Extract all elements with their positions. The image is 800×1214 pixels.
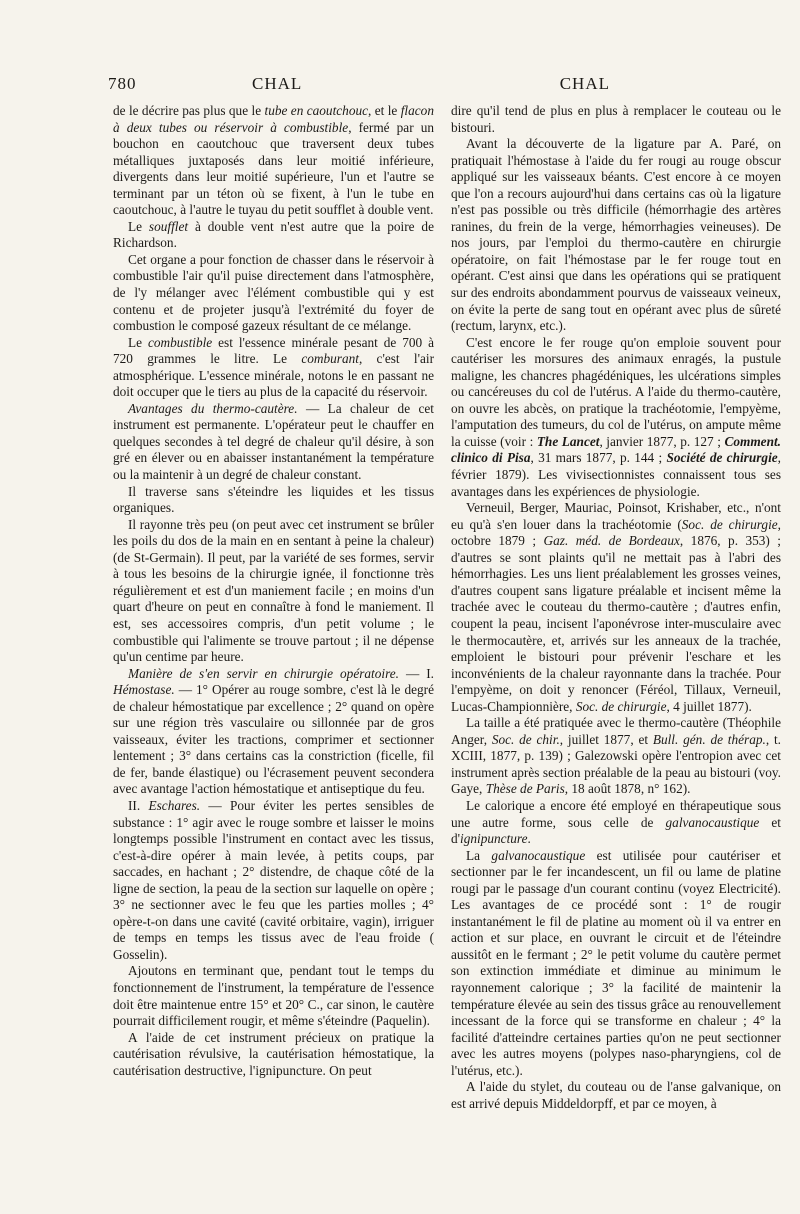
- paragraph: La galvanocaustique est utilisée pour cautériser et sectionner par le fer incandescent, un fil ou lame de platine rougi par le passage d'un courant continu (voyez Electricité). Les avantages de ce procédé sont : 1° de rougir instantanément le fil de platine au moment où il va entrer en action et sur place, en ouvrant le circuit et de l'éteindre aussitôt en le fermant ; 2° le petit volume du cautère permet son extinction immédiate et diminue au minimum le rayonnement calorique ; 3° la facilité de maintenir la température élevée au sein des tissus grâce au renouvellement incessant de la force qui se transforme en chaleur ; 4° la facilité d'atteindre certaines parties qu'on ne peut sectionner avec les autres moyens (polypes naso-pharyngiens, col de l'utérus, etc.).: [451, 847, 781, 1078]
- paragraph: Manière de s'en servir en chirurgie opératoire. — I. Hémostase. — 1° Opérer au rouge sombre, c'est là le degré de chaleur hémostatique par excellence ; 2° quand on opère sur une région très vasculaire ou sillonnée par de gros vaisseaux, éviter les tractions, comprimer et sectionner lentement ; 3° dans certains cas la constriction (ficelle, fil de fer, bande élastique) ou l'écrasement peuvent secondera avec avantage l'action hémostatique et antiseptique du feu.: [113, 665, 434, 797]
- right-column: [451, 103, 781, 1183]
- paragraph: de le décrire pas plus que le tube en caoutchouc, et le flacon à deux tubes ou réservoir à combustible, fermé par un bouchon en caoutchouc que traversent deux tubes métalliques juxtaposés dans leur moitié inférieure, divergents dans leur moitié supérieure, l'un et l'autre se terminant par un téton où se fixent, à l'un le tube en caoutchouc, à l'autre le tuyau du petit soufflet à double vent.: [113, 103, 434, 218]
- paragraph: A l'aide de cet instrument précieux on pratique la cautérisation révulsive, la cautérisation hémostatique, la cautérisation destructive, l'ignipuncture. On peut: [113, 1029, 434, 1078]
- paragraph: Le soufflet à double vent n'est autre que la poire de Richardson.: [113, 218, 434, 251]
- paragraph: Avantages du thermo-cautère. — La chaleur de cet instrument est permanente. L'opérateur peut le chauffer en quelques secondes à tel degré de chaleur qu'il désire, à son gré en élever ou en abaisser instantanément la température ou la maintenir à un degré de chaleur constant.: [113, 400, 434, 483]
- left-column: [113, 103, 434, 1183]
- paragraph: La taille a été pratiquée avec le thermo-cautère (Théophile Anger, Soc. de chir., juillet 1877, et Bull. gén. de thérap., t. XCIII, 1877, p. 139) ; Galezowski opère l'entropion avec cet instrument après section préalable de la peau au bistouri (voy. Gaye, Thèse de Paris, 18 août 1878, n° 162).: [451, 715, 781, 797]
- paragraph: Verneuil, Berger, Mauriac, Poinsot, Krishaber, etc., n'ont eu qu'à s'en louer dans la trachéotomie (Soc. de chirurgie, octobre 1879 ; Gaz. méd. de Bordeaux, 1876, p. 353) ; d'autres se sont plaints qu'il ne mettait pas à l'abri des hémorrhagies. Les uns lient préalablement les grosses veines, d'autres coupent sans ligature préalable et incisent même la trachée avec le couteau du thermo-cautère ; d'autres enfin, coupent la peau, incisent l'aponévrose inter-musculaire avec le thermocautère, et, arrivés sur les anneaux de la trachée, emploient le bistouri pour prévenir l'eschare et les inconvénients de la chaleur rayonnante dans la trachée. Pour l'empyème, on doit y renoncer (Féréol, Tillaux, Verneuil, Lucas-Championnière, Soc. de chirurgie, 4 juillet 1877).: [451, 500, 781, 714]
- paragraph: II. Eschares. — Pour éviter les pertes sensibles de substance : 1° agir avec le rouge sombre et laisser le moins longtemps possible l'instrument en contact avec les tissus, c'est-à-dire opérer à main levée, à petits coups, par saccades, en hachant ; 2° distendre, de chaque côté de la ligne de section, la peau de la section sur laquelle on opère ; 3° ne sectionner avec le feu que les parties molles ; 4° opère-t-on dans une cavité (cavité orbitaire, vagin), irriguer de temps en temps les tissus avec de l'eau froide ( Gosselin).: [113, 797, 434, 962]
- header-title-left: CHAL: [252, 74, 303, 93]
- paragraph: Ajoutons en terminant que, pendant tout le temps du fonctionnement de l'instrument, la température de l'essence doit être maintenue entre 15° et 20° C., car sinon, le cautère pourrait difficilement rougir, et même s'éteindre (Paquelin).: [113, 963, 434, 1029]
- header-title-right: CHAL: [559, 74, 610, 93]
- paragraph: Il rayonne très peu (on peut avec cet instrument se brûler les poils du dos de la main en en sentant à peine la chaleur) (de St-Germain). Il peut, par la variété de ses formes, servir à tous les besoins de la chirurgie ignée, il fonctionne très régulièrement et est d'un maniement facile ; en moins d'un quart d'heure on peut en connaître à fond le maniement. Il est, ses accessoires compris, d'un petit volume ; le combustible qui l'alimente se trouve partout ; il ne dépense qu'un centime par heure.: [113, 516, 434, 665]
- paragraph: C'est encore le fer rouge qu'on emploie souvent pour cautériser les morsures des animaux enragés, la pustule maligne, les chancres phagédéniques, les ulcérations simples ou cancéreuses du col de l'utérus. A l'aide du thermo-cautère, on ouvre les abcès, on pratique la trachéotomie, l'empyème, l'amputation des tumeurs, du col de l'utérus, on ampute même la cuisse (voir : The Lancet, janvier 1877, p. 127 ; Comment. clinico di Pisa, 31 mars 1877, p. 144 ; Société de chirurgie, février 1879). Les vivisectionnistes connaissent tous ses avantages dans les expériences de physiologie.: [451, 334, 781, 499]
- paragraph: Le combustible est l'essence minérale pesant de 700 à 720 grammes le litre. Le comburant, c'est l'air atmosphérique. L'essence minérale, notons le en passant ne doit occuper que le tiers au plus de la capacité du réservoir.: [113, 334, 434, 400]
- running-header: [108, 74, 760, 100]
- paragraph: Le calorique a encore été employé en thérapeutique sous une autre forme, sous celle de galvanocaustique et d'ignipuncture.: [451, 797, 781, 847]
- paragraph: Avant la découverte de la ligature par A. Paré, on pratiquait l'hémostase à l'aide du fer rougi au rouge obscur appliqué sur les vaisseaux béants. C'est encore à ce moyen que l'on a recours aujourd'hui dans certains cas où la ligature n'est pas possible ou très difficile (hémorrhagie des artères ranines, du frein de la verge, hémorrhagies veineuses). De nos jours, par l'emploi du thermo-cautère en chirurgie opératoire, on fait l'hémostase par le fer rouge tout en opérant. C'est ainsi que dans les opérations qui se pratiquent sur des endroits abondamment pourvus de vaisseaux veineux, on évite la perte de sang tout en opérant avec plus de sûreté (rectum, larynx, etc.).: [451, 136, 781, 334]
- paragraph: dire qu'il tend de plus en plus à remplacer le couteau ou le bistouri.: [451, 103, 781, 135]
- paragraph: Il traverse sans s'éteindre les liquides et les tissus organiques.: [113, 483, 434, 516]
- paragraph: A l'aide du stylet, du couteau ou de l'anse galvanique, on est arrivé depuis Middeldorpff, et par ce moyen, à: [451, 1079, 781, 1111]
- page-number: 780: [108, 74, 137, 93]
- paragraph: Cet organe a pour fonction de chasser dans le réservoir à combustible l'air qu'il puise directement dans l'atmosphère, de l'y mélanger avec l'élément combustible qui y est contenu et de projeter jusqu'à l'extrémité du foyer de combustion le composé gazeux résultant de ce mélange.: [113, 251, 434, 334]
